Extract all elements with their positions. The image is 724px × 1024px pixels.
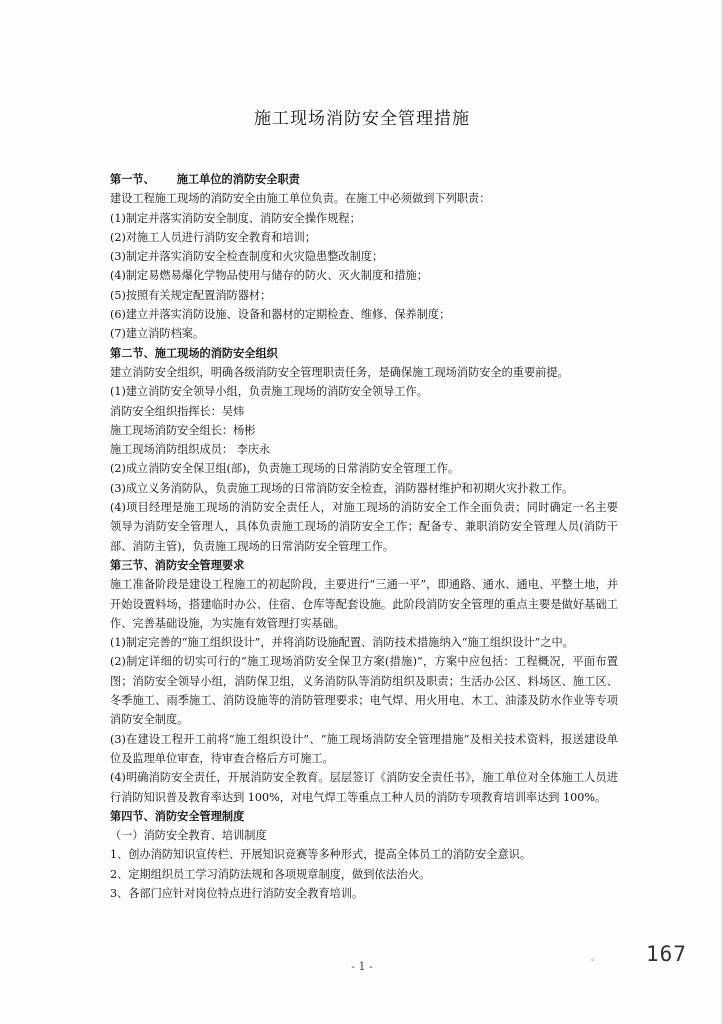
list-item: (3)成立义务消防队，负责施工现场的日常消防安全检查，消防器材维护和初期火灾扑救工作。 <box>110 481 574 495</box>
list-item: (7)建立消防档案。 <box>110 327 205 341</box>
list-item: (3)制定并落实消防安全检查制度和火灾隐患整改制度； <box>110 250 384 264</box>
handwritten-page-stamp: 167 <box>646 942 687 966</box>
section-4-heading: 第四节、消防安全管理制度 <box>110 808 245 823</box>
section-1-number: 第一节、 <box>110 172 155 186</box>
list-item: (3)在建设工程开工前将“施工组织设计”、“施工现场消防安全管理措施”及相关技术资料，报送建设单位及监理单位审查，待审查合格后方可施工。 <box>110 732 618 765</box>
list-item: 1、创办消防知识宣传栏、开展知识竞赛等多种形式，提高全体员工的消防安全意识。 <box>110 848 532 862</box>
section-1-title: 施工单位的消防安全职责 <box>176 172 300 186</box>
list-item: (2)制定详细的切实可行的“施工现场消防安全保卫方案(措施)”，方案中应包括：工程概况，平面布置图；消防安全领导小组，消防保卫组，义务消防队等消防组织及职责；生活办公区、料场区、施工区、冬季施工、雨季施工、消防设施等的消防管理要求；电气焊、用火用电、木工、油漆及防水作业等专项消防安全制度。 <box>110 655 618 727</box>
document-body <box>110 170 618 903</box>
paragraph-line: 建立消防安全组织，明确各级消防安全管理职责任务，是确保施工现场消防安全的重要前提。 <box>110 365 569 379</box>
list-item: (4)制定易燃易爆化学物品使用与储存的防火、灭火制度和措施； <box>110 269 428 283</box>
org-member: 施工现场消防组织成员： 李庆永 <box>110 443 271 457</box>
subsection-heading: （一）消防安全教育、培训制度 <box>110 829 267 843</box>
paragraph-line: 建设工程施工现场的消防安全由施工单位负责。在施工中必须做到下列职责： <box>110 192 491 206</box>
list-item: (4)项目经理是施工现场的消防安全责任人，对施工现场的消防安全工作全面负责；同时确定一名主要领导为消防安全管理人，具体负责施工现场的消防安全工作；配备专、兼职消防安全管理人员(消防干部、消防主管)，负责施工现场的日常消防安全管理工作。 <box>110 501 618 553</box>
list-item: (1)建立消防安全领导小组，负责施工现场的消防安全领导工作。 <box>110 385 428 399</box>
list-item: (6)建立并落实消防设施、设备和器材的定期检查、维修、保养制度； <box>110 308 451 322</box>
list-item: 3、各部门应针对岗位特点进行消防安全教育培训。 <box>110 886 364 900</box>
org-leader: 施工现场消防安全组长：杨彬 <box>110 423 256 437</box>
list-item: (4)明确消防安全责任，开展消防安全教育。层层签订《消防安全责任书》，施工单位对全体施工人员进行消防知识普及教育率达到 100%，对电气焊工等重点工种人员的消防专项教育培训率达到 100%。 <box>110 771 618 804</box>
section-3-heading: 第三节、消防安全管理要求 <box>110 557 245 572</box>
list-item: (2)对施工人员进行消防安全教育和培训； <box>110 230 317 244</box>
section-1-heading <box>110 170 618 189</box>
page-number: - 1 - <box>351 960 373 973</box>
list-item: 2、定期组织员工学习消防法规和各项规章制度，做到依法治火。 <box>110 867 431 881</box>
list-item: (1)制定并落实消防安全制度、消防安全操作规程； <box>110 211 361 225</box>
section-2-heading: 第二节、施工现场的消防安全组织 <box>110 345 278 360</box>
list-item: (1)制定完善的“施工组织设计”，并将消防设施配置、消防技术措施纳入“施工组织设计”之中。 <box>110 636 574 650</box>
list-item: (2)成立消防安全保卫组(部)，负责施工现场的日常消防安全管理工作。 <box>110 462 460 476</box>
list-item: (5)按照有关规定配置消防器材； <box>110 288 272 302</box>
scan-smudge-mark: 。 <box>591 953 601 963</box>
page-title: 施工现场消防安全管理措施 <box>254 109 470 129</box>
org-commander: 消防安全组织指挥长：吴炜 <box>110 404 245 418</box>
paragraph: 施工准备阶段是建设工程施工的初起阶段，主要进行“三通一平”，即通路、通水、通电、平整土地，并开始设置料场，搭建临时办公、住宿、仓库等配套设施。此阶段消防安全管理的重点主要是做好基础工作、完善基础设施，为实施有效管理打实基础。 <box>110 578 618 630</box>
